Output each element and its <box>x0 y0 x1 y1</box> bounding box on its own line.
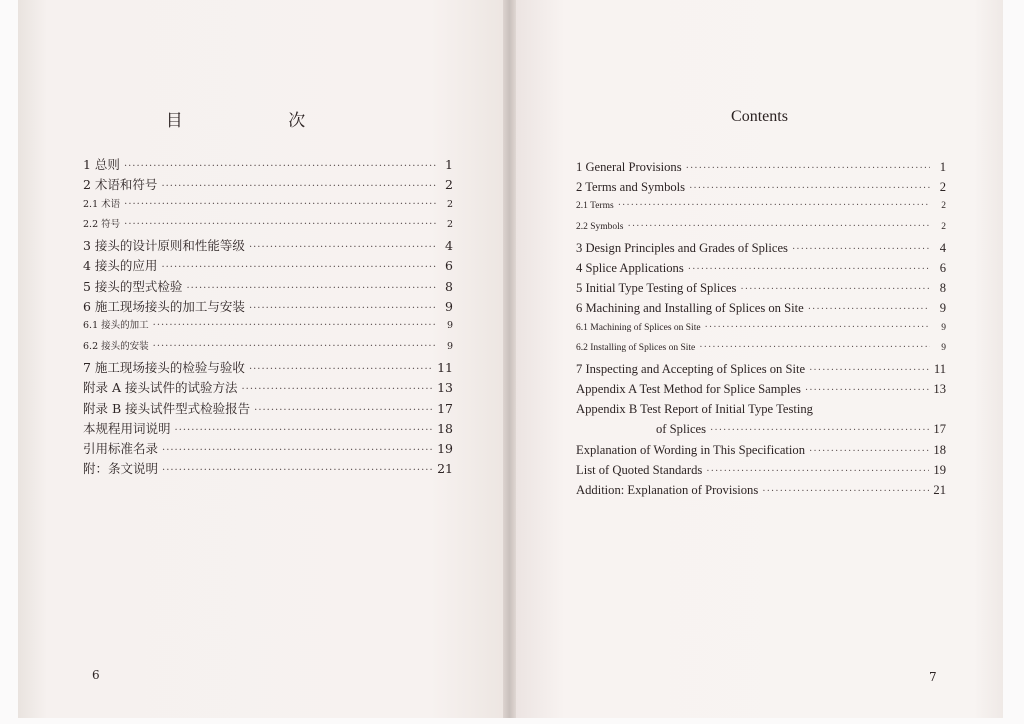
toc-entry-label: 6.1 接头的加工 <box>83 320 149 332</box>
toc-entry-label: 2.2 符号 <box>83 218 121 230</box>
toc-leader-dots <box>249 303 437 314</box>
toc-entry-page: 4 <box>445 238 453 254</box>
toc-entry-page: 13 <box>933 382 946 397</box>
toc-entry <box>576 443 946 463</box>
toc-leader-dots <box>689 183 930 194</box>
right-page-number: 7 <box>929 670 937 684</box>
toc-entry-page: 8 <box>939 281 946 296</box>
toc-leader-dots <box>162 465 433 476</box>
toc-entry <box>576 342 946 362</box>
toc-entry-label: 1 General Provisions <box>576 160 682 174</box>
toc-entry-page: 19 <box>933 462 946 477</box>
toc-leader-dots <box>153 341 437 352</box>
toc-leader-dots <box>706 466 929 477</box>
toc-entry-page: 9 <box>941 342 946 353</box>
toc-entry <box>83 155 453 175</box>
toc-entry-label: 2.1 术语 <box>83 198 121 210</box>
toc-entry-label: 6.2 接头的安装 <box>83 340 149 352</box>
toc-entry <box>576 422 946 442</box>
toc-entry-page: 11 <box>933 361 946 376</box>
toc-leader-dots <box>809 365 930 376</box>
toc-entry-page: 2 <box>941 221 946 232</box>
toc-entry <box>576 261 946 281</box>
toc-entry-page: 17 <box>933 422 946 437</box>
toc-entry-label: 6 施工现场接头的加工与安装 <box>83 299 245 315</box>
toc-entry-page: 6 <box>939 260 946 275</box>
toc-entry-label: 2 Terms and Symbols <box>576 180 686 195</box>
toc-entry <box>83 196 453 216</box>
toc-leader-dots <box>162 445 433 456</box>
book-gutter <box>503 0 516 718</box>
toc-leader-dots <box>124 199 437 210</box>
toc-entry <box>83 378 453 398</box>
toc-entry-label: 6 Machining and Installing of Splices on Site <box>576 301 804 316</box>
toc-entry-label: 本规程用词说明 <box>83 420 171 436</box>
toc-leader-dots <box>628 221 930 232</box>
right-page <box>516 0 1003 718</box>
toc-entry <box>576 200 946 220</box>
toc-entry-page: 2 <box>445 177 453 193</box>
toc-entry <box>576 180 946 200</box>
left-page <box>18 0 503 718</box>
toc-entry-label: Explanation of Wording in This Specification <box>576 442 806 457</box>
toc-entry <box>576 301 946 321</box>
right-toc-list <box>576 160 946 503</box>
toc-leader-dots <box>124 161 437 172</box>
toc-leader-dots <box>618 200 930 211</box>
toc-entry <box>83 236 453 256</box>
toc-entry <box>576 281 946 301</box>
toc-entry-page: 6 <box>445 258 453 274</box>
toc-entry <box>576 362 946 382</box>
toc-entry-label: List of Quoted Standards <box>576 462 703 477</box>
toc-entry-page: 21 <box>933 483 946 497</box>
toc-entry-label: 附：条文说明 <box>83 461 159 477</box>
toc-entry-page: 1 <box>939 160 946 174</box>
toc-entry-label: 7 施工现场接头的检验与验收 <box>83 359 245 375</box>
toc-entry-page: 2 <box>446 198 453 210</box>
toc-entry-page: 1 <box>445 157 453 172</box>
toc-entry-label: 附录 A 接头试件的试验方法 <box>83 380 238 396</box>
toc-entry-label: 引用标准名录 <box>83 441 159 457</box>
toc-entry-page: 2 <box>939 180 946 195</box>
toc-entry <box>576 463 946 483</box>
toc-entry <box>83 459 453 479</box>
right-page-title: Contents <box>731 108 788 125</box>
toc-entry-label: 2.2 Symbols <box>576 221 624 232</box>
toc-entry-label: 4 Splice Applications <box>576 260 684 275</box>
toc-entry-page: 11 <box>437 359 453 375</box>
toc-leader-dots <box>809 446 929 457</box>
toc-entry-label: 5 Initial Type Testing of Splices <box>576 281 737 296</box>
toc-entry <box>576 241 946 261</box>
toc-leader-dots <box>153 320 437 331</box>
toc-entry-label: 3 Design Principles and Grades of Splices <box>576 240 788 255</box>
toc-entry-page: 9 <box>446 320 453 332</box>
toc-leader-dots <box>805 385 930 396</box>
toc-entry-label: 2.1 Terms <box>576 201 614 212</box>
toc-entry <box>576 221 946 241</box>
toc-entry-page: 4 <box>939 240 946 255</box>
toc-entry-page: 18 <box>437 420 453 436</box>
toc-leader-dots <box>688 264 930 275</box>
toc-entry-label: 附录 B 接头试件型式检验报告 <box>83 400 251 416</box>
toc-entry <box>576 160 946 180</box>
toc-leader-dots <box>186 283 437 294</box>
toc-entry <box>83 338 453 358</box>
toc-entry-page: 8 <box>445 278 453 294</box>
toc-entry-page: 21 <box>437 461 453 477</box>
toc-entry-page: 19 <box>437 441 453 457</box>
toc-entry <box>576 322 946 342</box>
toc-entry-label: of Splices <box>656 422 707 437</box>
toc-entry-label: 4 接头的应用 <box>83 258 158 274</box>
toc-entry-page: 2 <box>941 201 946 212</box>
toc-entry <box>83 317 453 337</box>
toc-leader-dots <box>686 163 930 174</box>
toc-entry <box>83 216 453 236</box>
toc-entry-page: 17 <box>437 400 453 416</box>
toc-entry <box>83 297 453 317</box>
toc-leader-dots <box>254 405 433 416</box>
toc-leader-dots <box>808 304 930 315</box>
toc-entry <box>83 419 453 439</box>
toc-entry-label: 7 Inspecting and Accepting of Splices on Site <box>576 361 806 376</box>
toc-leader-dots <box>705 322 930 333</box>
toc-entry <box>576 402 946 422</box>
toc-entry-label: 1 总则 <box>83 157 120 172</box>
toc-leader-dots <box>241 384 433 395</box>
toc-leader-dots <box>175 425 434 436</box>
toc-entry <box>83 256 453 276</box>
toc-entry-label: Appendix B Test Report of Initial Type Testing <box>576 402 813 417</box>
toc-entry-page: 9 <box>939 301 946 316</box>
toc-entry-page: 9 <box>446 340 453 352</box>
toc-entry <box>576 382 946 402</box>
toc-entry-label: 6.2 Installing of Splices on Site <box>576 342 696 353</box>
toc-entry-label: 3 接头的设计原则和性能等级 <box>83 238 245 254</box>
toc-leader-dots <box>124 219 437 230</box>
toc-leader-dots <box>161 181 437 192</box>
left-toc-list <box>83 155 453 480</box>
toc-entry <box>83 175 453 195</box>
toc-entry <box>576 483 946 503</box>
toc-entry-label: 5 接头的型式检验 <box>83 278 183 294</box>
toc-entry-label: 2 术语和符号 <box>83 177 158 193</box>
toc-leader-dots <box>792 244 930 255</box>
toc-entry-page: 9 <box>941 322 946 333</box>
toc-entry-page: 2 <box>446 218 453 230</box>
toc-entry-page: 9 <box>445 299 453 315</box>
toc-entry <box>83 399 453 419</box>
toc-leader-dots <box>740 284 930 295</box>
toc-entry-page: 18 <box>933 442 946 457</box>
toc-leader-dots <box>699 342 930 353</box>
toc-leader-dots <box>710 425 929 436</box>
left-page-number: 6 <box>92 668 100 682</box>
toc-leader-dots <box>249 242 437 253</box>
toc-entry-page: 13 <box>437 380 453 396</box>
toc-entry-label: Addition: Explanation of Provisions <box>576 483 759 497</box>
toc-entry <box>83 439 453 459</box>
toc-entry <box>83 358 453 378</box>
toc-leader-dots <box>161 262 437 273</box>
toc-entry-label: 6.1 Machining of Splices on Site <box>576 322 701 333</box>
left-page-title: 目 次 <box>165 111 356 131</box>
toc-entry-label: Appendix A Test Method for Splice Samples <box>576 382 801 397</box>
toc-leader-dots <box>762 486 929 497</box>
toc-entry <box>83 277 453 297</box>
toc-leader-dots <box>249 364 433 375</box>
